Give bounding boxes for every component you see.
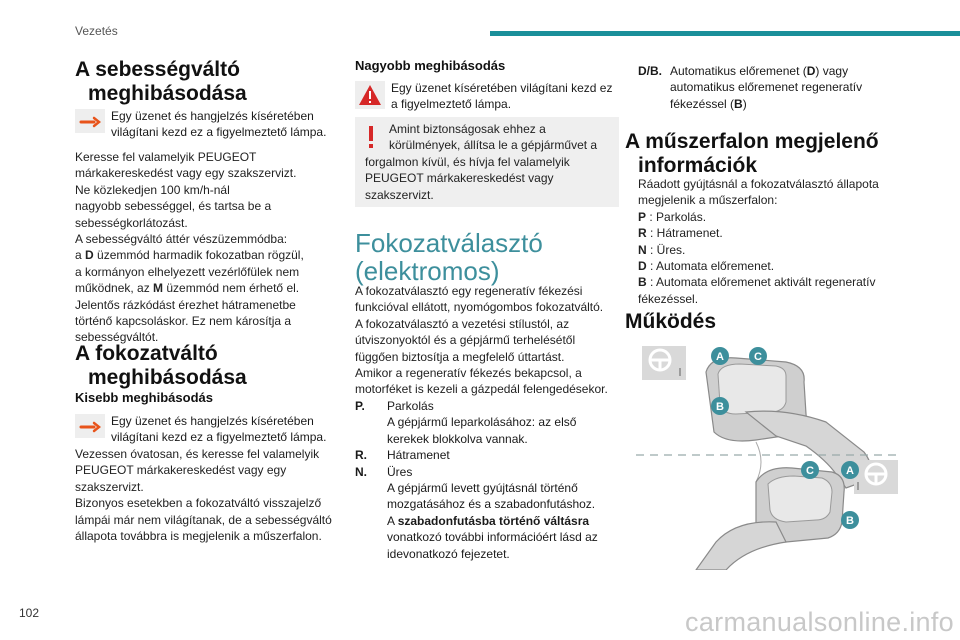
callout-c: C — [754, 351, 762, 363]
section-label: Vezetés — [75, 24, 118, 38]
safety-note-first-lines: Amint biztonságosak ehhez a körülmények, állítsa le a gépjárművet a — [389, 122, 598, 153]
alert-triangle-icon — [355, 81, 385, 109]
gear-selector-title: Fokozatválasztó (elektromos) — [355, 228, 543, 286]
def-drive-brake: D/B. Automatikus előremenet (D) vagy automatikus előremenet regeneratív fékezéssel (B) — [638, 64, 863, 111]
callout-b: B — [716, 401, 724, 413]
wrench-warning-icon — [75, 109, 105, 133]
minor-fault-heading: Kisebb meghibásodás — [75, 390, 213, 405]
def-park: P. Parkolás A gépjármű leparkolásához: az első kerekek blokkolva vannak. — [355, 399, 577, 446]
operation-title: Működés — [625, 310, 717, 333]
steering-wheel-icon — [854, 460, 898, 494]
watermark-text: carmanualsonline.info — [685, 607, 954, 637]
instrument-panel-info-title: A műszerfalon megjelenő információk — [625, 130, 879, 177]
header-accent-bar — [490, 31, 960, 36]
callout-c: C — [806, 465, 814, 477]
instrument-panel-info-text: Ráadott gyújtásnál a fokozatválasztó állapota megjelenik a műszerfalon: P : Parkolás. R : Hátramenet. N : Üres. D : Automata előremenet. B : Automata előremenet aktivált regeneratív fékezéssel. — [638, 177, 879, 306]
gear-definitions — [355, 398, 598, 562]
callout-a: A — [846, 465, 854, 477]
section-title-transmission-fault: A sebességváltó meghibásodása — [75, 58, 247, 105]
transmission-fault-text: Keresse fel valamelyik PEUGEOT márkakereskedést vagy egy szakszervizt. Ne közlekedjen 100 km/h-nál nagyobb sebességgel, és tartsa be a sebességkorlátozást. A sebességváltó áttér vészüzemmódba: a D üzemmód harmadik fokozatban rögzül, a kormányon elhelyezett vezérlőfülek nem működnek, az M üzemmód nem érhető el. Jelentős rázkódást érezhet hátramenetbe történő kapcsoláskor. Ez nem károsítja a sebességváltót. — [75, 150, 304, 345]
selector-fault-text: Vezessen óvatosan, és keresse fel valamelyik PEUGEOT márkakereskedést vagy egy szakszervizt. Bizonyos esetekben a fokozatváltó visszajelző lámpái már nem világítanak, de a sebességváltó állapota továbbra is megjelenik a műszerfalon. — [75, 447, 332, 544]
major-fault-heading: Nagyobb meghibásodás — [355, 58, 506, 73]
selector-warning-row: Egy üzenet és hangjelzés kíséretében világítani kezd ez a figyelmeztető lámpa. — [75, 413, 326, 446]
def-reverse: R. Hátramenet — [355, 448, 450, 463]
callout-a: A — [716, 351, 724, 363]
transmission-warning-row: Egy üzenet és hangjelzés kíséretében világítani kezd ez a figyelmeztető lámpa. — [75, 108, 326, 141]
page-number: 102 — [19, 606, 40, 620]
wrench-warning-icon — [75, 414, 105, 438]
major-warning-row: Egy üzenet kíséretében világítani kezd ez a figyelmeztető lámpa. — [355, 80, 612, 113]
safety-note-rest: forgalmon kívül, és hívja fel valamelyik PEUGEOT márkakereskedést vagy szakszervizt. — [365, 155, 570, 202]
selector-console-bottom — [696, 468, 844, 570]
exclamation-icon — [362, 124, 380, 150]
gear-selector-illustration — [636, 342, 900, 570]
steering-wheel-icon — [642, 346, 686, 380]
callout-b: B — [846, 515, 854, 527]
def-neutral: N. Üres A gépjármű levett gyújtásnál történő mozgatásához és a szabadonfutáshoz. A szabadonfutásba történő váltásra vonatkozó további információért lásd az idevonatkozó fejezetet. — [355, 464, 598, 561]
section-title-selector-fault: A fokozatváltó meghibásodása — [75, 342, 247, 389]
gear-selector-intro: A fokozatválasztó egy regeneratív fékezési funkcióval ellátott, nyomógombos fokozatváltó. A fokozatválasztó a vezetési stílustól, az útviszonyoktól és a gépjármű terhelésétől függően biztosítja a megfelelő úttartást. Amikor a regeneratív fékezés bekapcsol, a motorféket is kezeli a gázpedál felengedésekor. — [355, 284, 608, 397]
